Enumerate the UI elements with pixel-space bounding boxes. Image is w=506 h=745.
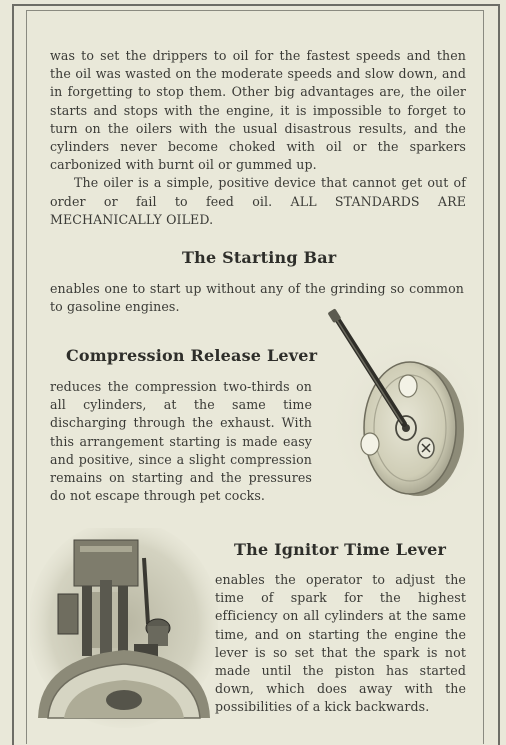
ignitor-time-heading: The Ignitor Time Lever xyxy=(234,540,447,559)
compression-release-heading: Compression Release Lever xyxy=(66,346,318,365)
engine-illustration xyxy=(30,528,218,728)
intro-paragraph-1: was to set the drippers to oil for the fastest speeds and then the oil was wasted on the moderate speeds and slow down, and in forgetting to stop them. Other big advantages are, the oiler starts and stops with the engine, it is impossible to forget to turn on the oilers with the usual disastrous results, and the cylinders never become choked with oil or the sparkers carbonized with burnt oil or gummed up. xyxy=(50,48,466,173)
compression-release-text: reduces the compression two-thirds on all cylinders, at the same time discharging through the exhaust. With this arrangement starting is made easy and positive, since a slight compression remains on starting and the pressures do not escape through pet cocks. xyxy=(50,379,312,504)
flywheel-illustration xyxy=(318,306,478,506)
intro-section xyxy=(50,47,466,229)
starting-bar-heading: The Starting Bar xyxy=(182,248,337,267)
intro-paragraph-2: The oiler is a simple, positive device that cannot get out of order or fail to feed oil. ALL STANDARDS ARE MECHANICALLY OILED. xyxy=(50,175,466,227)
compression-release-body xyxy=(50,378,312,505)
ignitor-time-text: enables the operator to adjust the time of spark for the highest efficiency on all cylinders at the same time, and on starting the engine the lever is so set that the spark is not made until the piston has started down, which does away with the possibilities of a kick backwards. xyxy=(215,572,466,715)
ignitor-time-body xyxy=(215,571,466,717)
starting-bar-text: enables one to start up without any of the grinding so common to gasoline engines. xyxy=(50,281,464,315)
